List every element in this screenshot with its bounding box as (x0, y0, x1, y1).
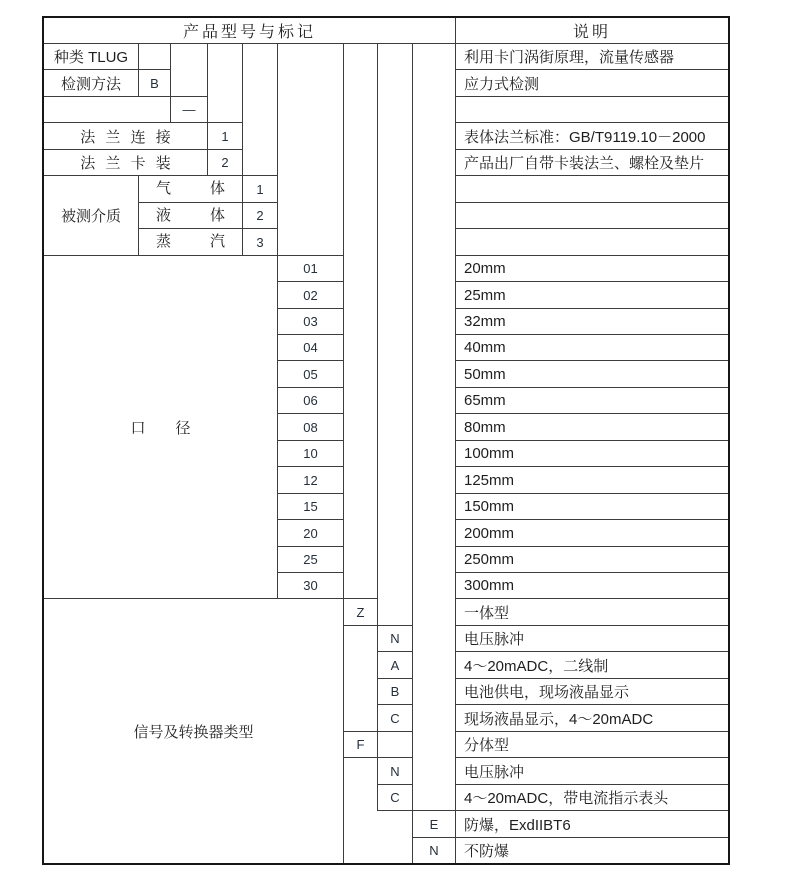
explosion-code-cell: E (412, 810, 456, 838)
desc-cell: 200mm (455, 519, 729, 547)
desc-cell (455, 96, 729, 123)
desc-cell: 4～20mADC，二线制 (455, 651, 729, 679)
diameter-code-cell: 12 (277, 466, 344, 494)
diameter-code-cell: 05 (277, 360, 344, 388)
diameter-code-cell: 30 (277, 572, 344, 599)
desc-cell: 150mm (455, 493, 729, 520)
diameter-label-cell: 口 径 (43, 255, 278, 599)
medium-name-cell: 气 体 (138, 175, 243, 203)
spacer-cell (43, 96, 171, 123)
signal-type-code-cell: Z (343, 598, 378, 626)
desc-cell: 80mm (455, 413, 729, 441)
explosion-column-run (412, 43, 456, 811)
medium-code-cell: 3 (242, 228, 278, 256)
desc-cell (455, 202, 729, 229)
desc-cell: 125mm (455, 466, 729, 494)
desc-cell: 分体型 (455, 731, 729, 758)
flange-clamp-code-cell: 2 (207, 149, 243, 176)
desc-cell: 电池供电，现场液晶显示 (455, 678, 729, 705)
signal-sub-code-cell: B (377, 678, 413, 705)
desc-cell (455, 228, 729, 256)
desc-cell: 50mm (455, 360, 729, 388)
signal-sub-column-run (377, 43, 413, 626)
signal-label-cell: 信号及转换器类型 (43, 598, 344, 864)
medium-label-cell: 被测介质 (43, 175, 139, 256)
signal-sub-code-cell: N (377, 757, 413, 785)
diameter-code-cell: 02 (277, 281, 344, 309)
signal-column-gap-cell (343, 625, 378, 732)
desc-cell: 32mm (455, 308, 729, 335)
separator-code-cell: — (170, 96, 208, 123)
desc-cell: 表体法兰标准：GB/T9119.10－2000 (455, 122, 729, 150)
desc-cell: 4～20mADC，带电流指示表头 (455, 784, 729, 811)
medium-name-cell: 蒸 汽 (138, 228, 243, 256)
signal-sub-code-cell: C (377, 784, 413, 811)
flange-connection-label-cell: 法 兰 连 接 (43, 122, 208, 150)
diameter-column-run (277, 43, 344, 256)
desc-cell: 现场液晶显示，4～20mADC (455, 704, 729, 732)
signal-sub-code-cell: N (377, 625, 413, 652)
desc-cell: 产品出厂自带卡装法兰、螺栓及垫片 (455, 149, 729, 176)
detection-code-cell: B (138, 69, 171, 97)
desc-cell: 100mm (455, 440, 729, 467)
desc-cell: 20mm (455, 255, 729, 282)
signal-type-code-cell: F (343, 731, 378, 758)
medium-column-run (242, 43, 278, 176)
diameter-code-cell: 15 (277, 493, 344, 520)
connection-column-run (207, 43, 243, 123)
diameter-code-cell: 03 (277, 308, 344, 335)
diameter-code-cell: 04 (277, 334, 344, 361)
desc-cell: 300mm (455, 572, 729, 599)
desc-cell: 不防爆 (455, 837, 729, 864)
flange-connection-code-cell: 1 (207, 122, 243, 150)
diameter-code-cell: 08 (277, 413, 344, 441)
flange-clamp-label-cell: 法 兰 卡 装 (43, 149, 208, 176)
desc-cell: 250mm (455, 546, 729, 573)
desc-header-cell: 说明 (455, 17, 729, 44)
diameter-code-cell: 01 (277, 255, 344, 282)
diameter-code-cell: 10 (277, 440, 344, 467)
desc-cell: 一体型 (455, 598, 729, 626)
medium-code-cell: 1 (242, 175, 278, 203)
desc-cell: 电压脉冲 (455, 757, 729, 785)
desc-cell: 利用卡门涡街原理，流量传感器 (455, 43, 729, 70)
signal-column-gap-cell (377, 731, 413, 758)
kind-code-cell (138, 43, 171, 70)
detection-label-cell: 检测方法 (43, 69, 139, 97)
desc-cell: 应力式检测 (455, 69, 729, 97)
desc-cell: 防爆，ExdIIBT6 (455, 810, 729, 838)
separator-column-run (170, 43, 208, 97)
model-header-cell: 产品型号与标记 (43, 17, 456, 44)
kind-label-cell: 种类 TLUG (43, 43, 139, 70)
medium-name-cell: 液 体 (138, 202, 243, 229)
diameter-code-cell: 25 (277, 546, 344, 573)
diameter-code-cell: 06 (277, 387, 344, 414)
signal-sub-code-cell: A (377, 651, 413, 679)
signal-sub-code-cell: C (377, 704, 413, 732)
medium-code-cell: 2 (242, 202, 278, 229)
desc-cell: 40mm (455, 334, 729, 361)
signal-main-column-run (343, 43, 378, 599)
diameter-code-cell: 20 (277, 519, 344, 547)
desc-cell (455, 175, 729, 203)
desc-cell: 25mm (455, 281, 729, 309)
explosion-code-cell: N (412, 837, 456, 864)
desc-cell: 65mm (455, 387, 729, 414)
desc-cell: 电压脉冲 (455, 625, 729, 652)
